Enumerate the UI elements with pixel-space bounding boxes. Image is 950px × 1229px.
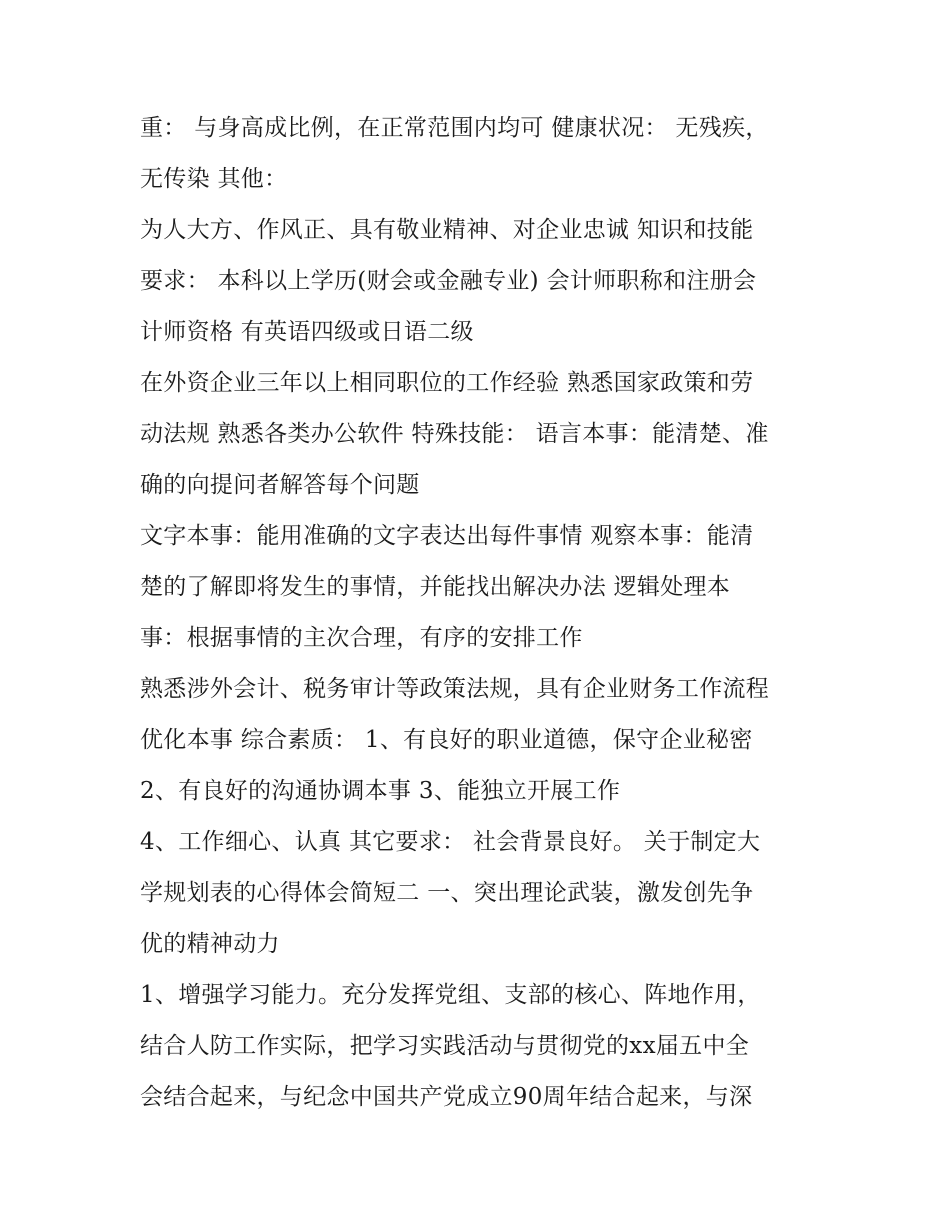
text-line: 1、增强学习能力。充分发挥党组、支部的核心、阵地作用， xyxy=(140,982,761,1008)
text-line: 楚的了解即将发生的事情，并能找出解决办法 逻辑处理本 xyxy=(140,574,731,600)
text-line: 4、工作细心、认真 其它要求： 社会背景良好。 关于制定大 xyxy=(140,829,761,855)
text-line: 学规划表的心得体会简短二 一、突出理论武装，激发创先争 xyxy=(140,880,754,906)
text-line: 在外资企业三年以上相同职位的工作经验 熟悉国家政策和劳 xyxy=(140,370,754,396)
text-line: 为人大方、作风正、具有敬业精神、对企业忠诚 知识和技能 xyxy=(140,217,754,243)
text-line: 优化本事 综合素质： 1、有良好的职业道德，保守企业秘密 xyxy=(140,727,753,753)
text-line: 事：根据事情的主次合理，有序的安排工作 xyxy=(140,625,583,651)
text-line: 动法规 熟悉各类办公软件 特殊技能： 语言本事：能清楚、准 xyxy=(140,421,769,447)
text-line: 结合人防工作实际，把学习实践活动与贯彻党的xx届五中全 xyxy=(140,1033,750,1059)
text-line: 要求： 本科以上学历(财会或金融专业) 会计师职称和注册会 xyxy=(140,268,757,294)
text-line: 文字本事：能用准确的文字表达出每件事情 观察本事：能清 xyxy=(140,523,754,549)
text-line: 熟悉涉外会计、税务审计等政策法规，具有企业财务工作流程 xyxy=(140,676,770,702)
text-line: 会结合起来，与纪念中国共产党成立90周年结合起来，与深 xyxy=(140,1084,753,1110)
text-line: 无传染 其他： xyxy=(140,166,288,192)
text-line: 确的向提问者解答每个问题 xyxy=(140,472,420,498)
text-line: 优的精神动力 xyxy=(140,931,280,957)
text-line: 2、有良好的沟通协调本事 3、能独立开展工作 xyxy=(140,778,621,804)
text-line: 计师资格 有英语四级或日语二级 xyxy=(140,319,474,345)
text-line: 重： 与身高成比例，在正常范围内均可 健康状况： 无残疾， xyxy=(140,115,769,141)
